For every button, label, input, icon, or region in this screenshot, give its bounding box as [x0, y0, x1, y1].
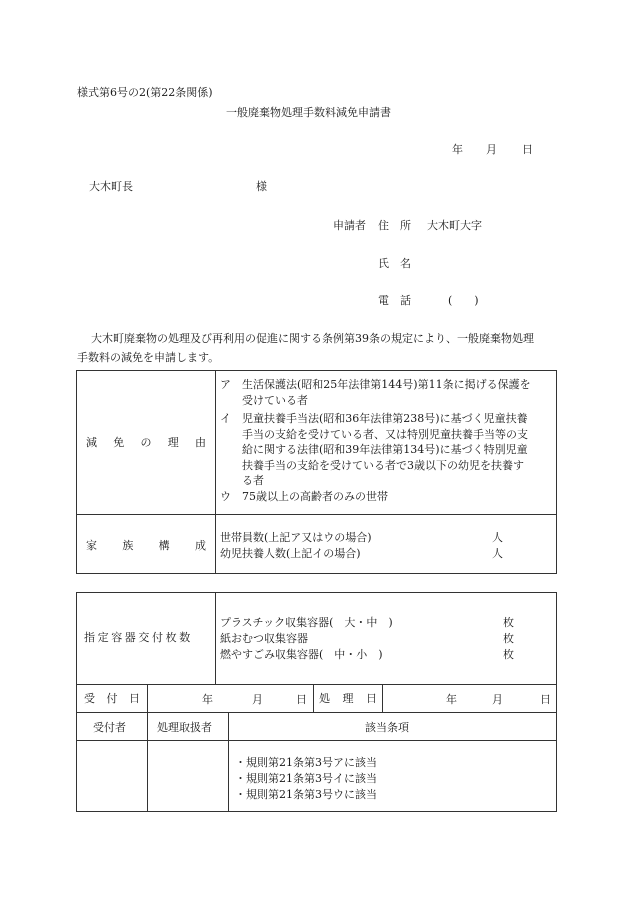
containers-divider	[215, 592, 216, 684]
handler-header: 処理取扱者	[157, 721, 212, 734]
receipt-row-divider	[76, 712, 557, 713]
containers-row-divider	[76, 684, 557, 685]
family-household-count-unit[interactable]: 人	[492, 531, 503, 544]
received-year[interactable]: 年	[202, 693, 213, 706]
body-text-line-1: 大木町廃棄物の処理及び再利用の促進に関する条例第39条の規定により、一般廃棄物処理	[91, 332, 534, 345]
receipt-col-divider-3	[382, 684, 383, 712]
table1-divider	[215, 370, 216, 574]
office-col-divider	[228, 712, 229, 812]
name-label: 氏 名	[378, 257, 411, 270]
reason-label: 減 免 の 理 由	[86, 436, 206, 449]
receipt-col-divider-1	[147, 684, 148, 812]
container-diaper-unit[interactable]: 枚	[503, 632, 514, 645]
container-burnable-unit[interactable]: 枚	[503, 648, 514, 661]
clause-header: 該当条項	[365, 721, 409, 734]
receiver-header: 受付者	[93, 721, 126, 734]
family-household-count-label: 世帯員数(上記ア又はウの場合)	[220, 531, 372, 544]
family-infant-count-label: 幼児扶養人数(上記イの場合)	[220, 547, 361, 560]
date-year: 年	[452, 143, 463, 156]
reason-item-u[interactable]: ウ 75歳以上の高齢者のみの世帯	[220, 490, 388, 503]
clause-item-i[interactable]: ・規則第21条第3号イに該当	[235, 772, 377, 785]
clause-item-u[interactable]: ・規則第21条第3号ウに該当	[235, 788, 377, 801]
processed-year[interactable]: 年	[446, 693, 457, 706]
container-plastic-unit[interactable]: 枚	[503, 616, 514, 629]
reason-item-a[interactable]: ア 生活保護法(昭和25年法律第144号)第11条に掲げる保護を 受けている者	[220, 378, 531, 407]
office-header-divider	[76, 740, 557, 741]
phone-label: 電 話	[378, 294, 411, 307]
date-day: 日	[522, 143, 533, 156]
received-month[interactable]: 月	[252, 693, 263, 706]
received-date-label: 受 付 日	[84, 692, 140, 705]
form-number: 様式第6号の2(第22条関係)	[77, 86, 213, 99]
family-label: 家 族 構 成	[86, 539, 206, 552]
received-day[interactable]: 日	[296, 693, 307, 706]
reason-item-i[interactable]: イ 児童扶養手当法(昭和36年法律第238号)に基づく児童扶養 手当の支給を受けている者、又は特別児童扶養手当等の支 給に関する法律(昭和39年法律第134号)に基づく特別児童 扶養手当の支給を受けている者で3歳以下の幼児を扶養す る者	[220, 412, 528, 487]
body-text-line-2: 手数料の減免を申請します。	[77, 351, 220, 364]
addressee-honorific: 様	[256, 180, 267, 193]
applicant-label: 申請者	[333, 219, 366, 232]
receipt-col-divider-2	[313, 684, 314, 712]
family-infant-count-unit[interactable]: 人	[492, 547, 503, 560]
address-label: 住 所	[378, 219, 411, 232]
container-plastic-label: プラスチック収集容器( 大・中 )	[220, 616, 393, 629]
table1-row-divider	[76, 514, 557, 515]
clause-item-a[interactable]: ・規則第21条第3号アに該当	[235, 756, 377, 769]
addressee-name: 大木町長	[89, 180, 133, 193]
processed-month[interactable]: 月	[492, 693, 503, 706]
container-burnable-label: 燃やすごみ収集容器( 中・小 )	[220, 648, 383, 661]
date-month: 月	[486, 143, 497, 156]
container-diaper-label: 紙おむつ収集容器	[220, 632, 308, 645]
address-value[interactable]: 大木町大字	[427, 219, 482, 232]
page-title: 一般廃棄物処理手数料減免申請書	[226, 106, 391, 119]
phone-area-code[interactable]: ( )	[448, 294, 479, 307]
processed-day[interactable]: 日	[540, 693, 551, 706]
containers-label: 指定容器交付枚数	[84, 631, 193, 644]
processed-date-label: 処 理 日	[319, 692, 377, 705]
